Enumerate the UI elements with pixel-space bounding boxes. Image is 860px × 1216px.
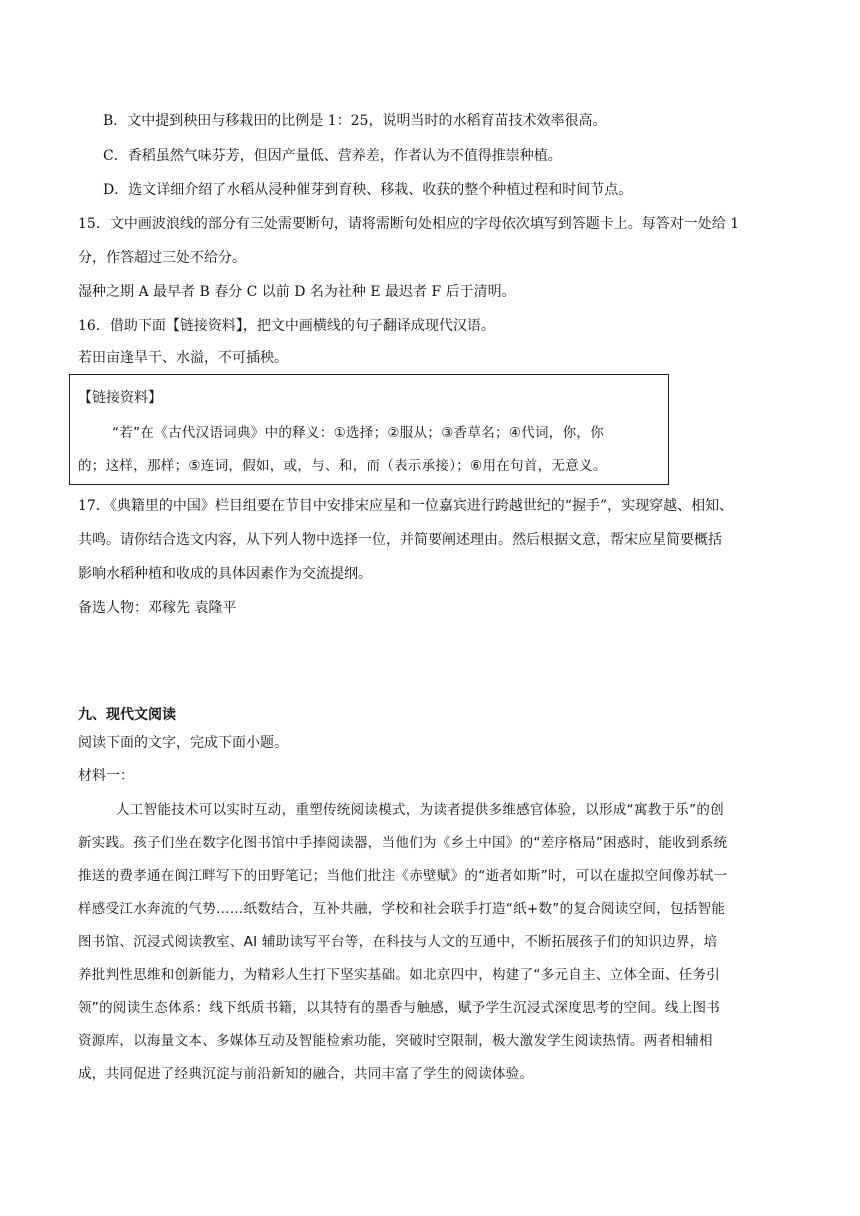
q16-sentence: 若田亩逢旱干、水溢，不可插秧。 [78, 350, 288, 366]
option-c: C．香稻虽然气味芬芳，但因产量低、营养差，作者认为不值得推崇种植。 [103, 148, 562, 164]
material-one-label: 材料一： [78, 768, 134, 784]
paragraph-line: 推送的费孝通在阆江畔写下的田野笔记；当他们批注《赤壁赋》的“逝者如斯”时，可以在虚拟空间像苏轼一 [78, 868, 728, 884]
paragraph-line: 养批判性思维和创新能力，为精彩人生打下坚实基础。如北京四中，构建了“多元自主、立体全面、任务引 [78, 967, 721, 983]
option-d: D．选文详细介绍了水稻从浸种催芽到育秧、移栽、收获的整个种植过程和时间节点。 [103, 182, 633, 198]
paragraph-line: 人工智能技术可以实时互动，重塑传统阅读模式，为读者提供多维感官体验，以形成“寓教于乐”的创 [116, 802, 724, 818]
link-material-line1: “若”在《古代汉语词典》中的释义：①选择；②服从；③香草名；④代词，你，你 [112, 425, 604, 441]
q17-line1: 17．《典籍里的中国》栏目组要在节目中安排宋应星和一位嘉宾进行跨越世纪的“握手”，实现穿越、相知、 [78, 498, 734, 514]
paragraph-line: 新实践。孩子们坐在数字化图书馆中手捧阅读器，当他们为《乡土中国》的“差序格局”困惑时，能收到系统 [78, 835, 728, 851]
link-material-title: 【链接资料】 [78, 390, 162, 406]
link-material-line2: 的；这样，那样；⑤连词，假如，或，与、和，而（表示承接）；⑥用在句首，无意义。 [78, 458, 607, 474]
q15-line1: 15．文中画波浪线的部分有三处需要断句，请将需断句处相应的字母依次填写到答题卡上。每答对一处给 1 [78, 216, 740, 232]
q17-line2: 共鸣。请你结合选文内容，从下列人物中选择一位，并简要阐述理由。然后根据文意，帮宋应星简要概括 [78, 532, 722, 548]
paragraph-line: 资源库，以海量文本、多媒体互动及智能检索功能，突破时空限制，极大激发学生阅读热情。两者相辅相 [78, 1033, 713, 1049]
paragraph-line: 图书馆、沉浸式阅读教室、AI 辅助读写平台等，在科技与人文的互通中，不断拓展孩子们的知识边界，培 [78, 934, 718, 950]
paragraph-line: 领”的阅读生态体系：线下纸质书籍，以其特有的墨香与触感，赋予学生沉浸式深度思考的空间。线上图书 [78, 1000, 721, 1016]
section9-instruction: 阅读下面的文字，完成下面小题。 [78, 735, 288, 751]
paragraph-line: 成，共同促进了经典沉淀与前沿新知的融合，共同丰富了学生的阅读体验。 [78, 1066, 534, 1082]
q16-line1: 16．借助下面【链接资料】，把文中画横线的句子翻译成现代汉语。 [78, 318, 495, 334]
paragraph-line: 样感受江水奔流的气势……纸数结合，互补共融，学校和社会联手打造“纸+数”的复合阅读空间，包括智能 [78, 901, 726, 917]
section9-heading: 九、现代文阅读 [78, 707, 176, 723]
q17-line3: 影响水稻种植和收成的具体因素作为交流提纲。 [78, 566, 372, 582]
q15-sentence: 湿种之期 A 最早者 B 春分 C 以前 D 名为社种 E 最迟者 F 后于清明。 [78, 284, 516, 300]
q17-candidates: 备选人物：邓稼先 袁隆平 [78, 600, 237, 616]
option-b: B．文中提到秧田与移栽田的比例是 1：25，说明当时的水稻育苗技术效率很高。 [103, 113, 607, 129]
q15-line2: 分，作答超过三处不给分。 [78, 250, 246, 266]
